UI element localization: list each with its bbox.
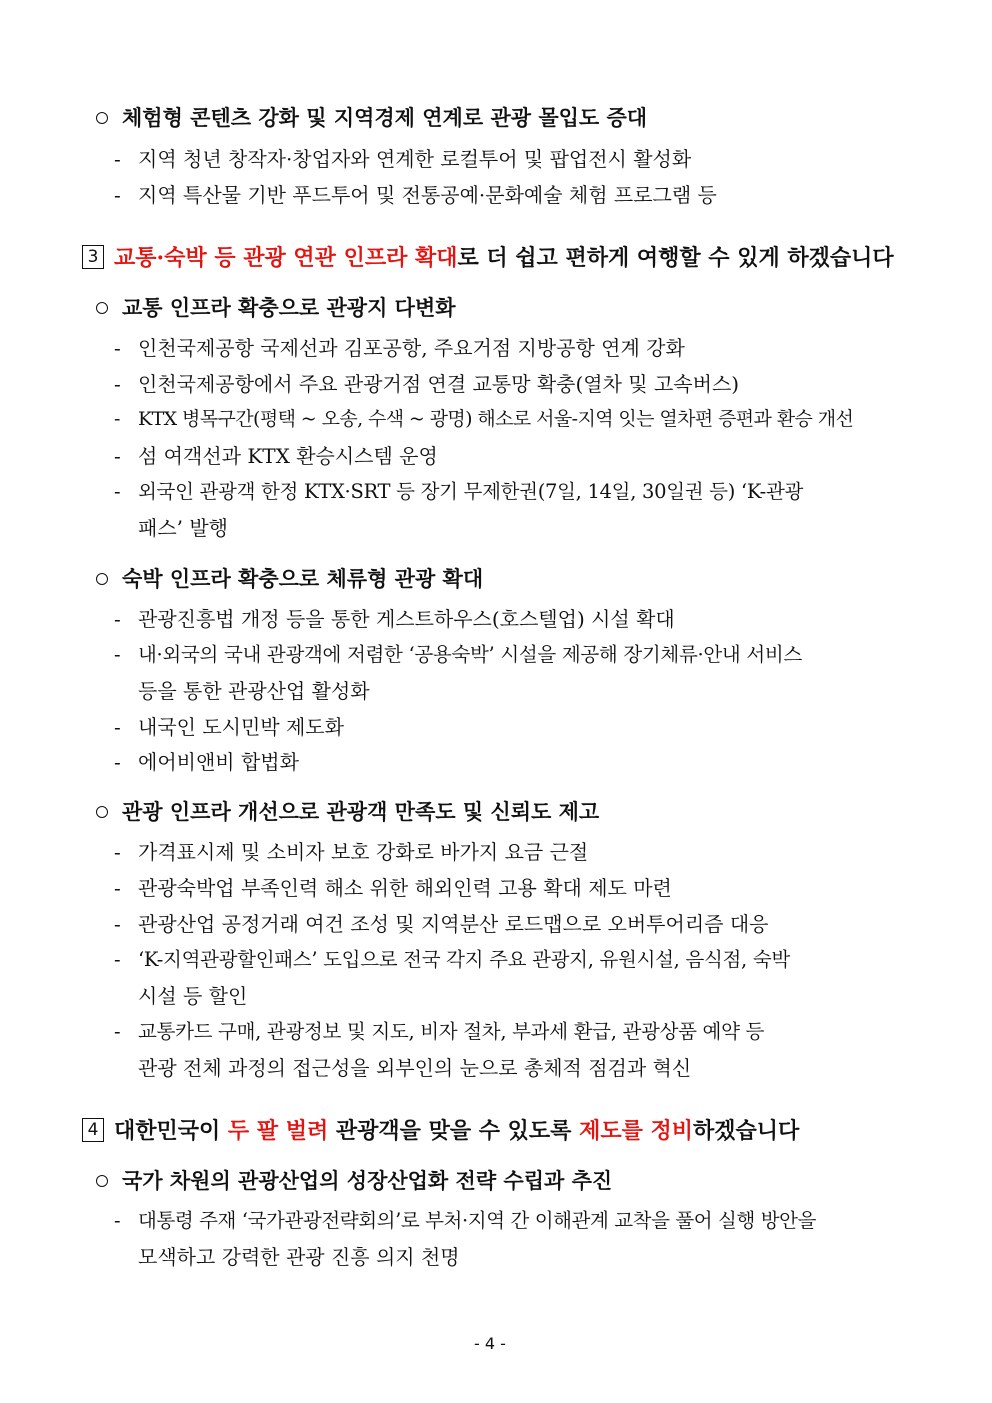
circle-bullet-icon — [96, 806, 108, 818]
list-item: - 인천국제공항 국제선과 김포공항, 주요거점 지방공항 연계 강화 — [114, 336, 685, 360]
list-item: - ‘K-지역관광할인패스’ 도입으로 전국 각지 주요 관광지, 유원시설, 음식점, 숙박 — [114, 948, 790, 971]
list-item: - 대통령 주재 ‘국가관광전략회의’로 부처·지역 간 이해관계 교착을 풀어 실행 방안을 — [114, 1209, 817, 1232]
page-number: - 4 - — [474, 1334, 506, 1353]
circle-bullet-icon — [96, 112, 108, 124]
list-item: - 교통카드 구매, 관광정보 및 지도, 비자 절차, 부과세 환급, 관광상품 예약 등 — [114, 1020, 765, 1043]
list-item: - 섬 여객선과 KTX 환승시스템 운영 — [114, 444, 438, 468]
section-number-box: 4 — [82, 1118, 104, 1142]
list-item: - 지역 청년 창작자·창업자와 연계한 로컬투어 및 팝업전시 활성화 — [114, 147, 692, 171]
section-title-highlight: 교통·숙박 등 관광 연관 인프라 확대 — [114, 245, 458, 271]
list-item-continuation: 관광 전체 과정의 접근성을 외부인의 눈으로 총체적 점검과 혁신 — [138, 1056, 692, 1080]
bullet-heading: 교통 인프라 확충으로 관광지 다변화 — [96, 297, 456, 318]
list-item-continuation: 등을 통한 관광산업 활성화 — [138, 679, 370, 703]
list-item: - 관광숙박업 부족인력 해소 위한 해외인력 고용 확대 제도 마련 — [114, 876, 672, 900]
list-item: - 외국인 관광객 한정 KTX·SRT 등 장기 무제한권(7일, 14일, 30일권 등) ‘K-관광 — [114, 480, 804, 503]
section-title-rest: 로 더 쉽고 편하게 여행할 수 있게 하겠습니다 — [457, 245, 894, 271]
list-item: - 에어비앤비 합법화 — [114, 750, 299, 774]
section-number-box: 3 — [82, 245, 104, 269]
list-item: - 관광진흥법 개정 등을 통한 게스트하우스(호스텔업) 시설 확대 — [114, 607, 675, 631]
list-item-continuation: 패스’ 발행 — [138, 516, 228, 540]
section-heading-4: 4 대한민국이 두 팔 벌려 관광객을 맞을 수 있도록 제도를 정비하겠습니다 — [82, 1120, 799, 1144]
bullet-heading: 관광 인프라 개선으로 관광객 만족도 및 신뢰도 제고 — [96, 801, 599, 822]
list-item: - 관광산업 공정거래 여건 조성 및 지역분산 로드맵으로 오버투어리즘 대응 — [114, 912, 769, 936]
circle-bullet-icon — [96, 573, 108, 585]
circle-bullet-icon — [96, 1175, 108, 1187]
list-item: - 내국인 도시민박 제도화 — [114, 715, 344, 739]
section-heading-3 — [82, 247, 894, 271]
bullet-heading: 국가 차원의 관광산업의 성장산업화 전략 수립과 추진 — [96, 1170, 612, 1191]
list-item: - KTX 병목구간(평택 ~ 오송, 수색 ~ 광명) 해소로 서울-지역 잇는 열차편 증편과 환승 개선 — [114, 408, 854, 430]
bullet-heading: 체험형 콘텐츠 강화 및 지역경제 연계로 관광 몰입도 증대 — [96, 107, 647, 128]
circle-bullet-icon — [96, 302, 108, 314]
bullet-heading: 숙박 인프라 확충으로 체류형 관광 확대 — [96, 568, 483, 589]
list-item: - 인천국제공항에서 주요 관광거점 연결 교통망 확충(열차 및 고속버스) — [114, 372, 740, 396]
list-item: - 가격표시제 및 소비자 보호 강화로 바가지 요금 근절 — [114, 840, 589, 864]
list-item-continuation: 시설 등 할인 — [138, 984, 248, 1008]
list-item-continuation: 모색하고 강력한 관광 진흥 의지 천명 — [138, 1245, 460, 1269]
list-item: - 내·외국의 국내 관광객에 저렴한 ‘공용숙박’ 시설을 제공해 장기체류·안내 서비스 — [114, 643, 802, 666]
list-item: - 지역 특산물 기반 푸드투어 및 전통공예·문화예술 체험 프로그램 등 — [114, 183, 717, 207]
